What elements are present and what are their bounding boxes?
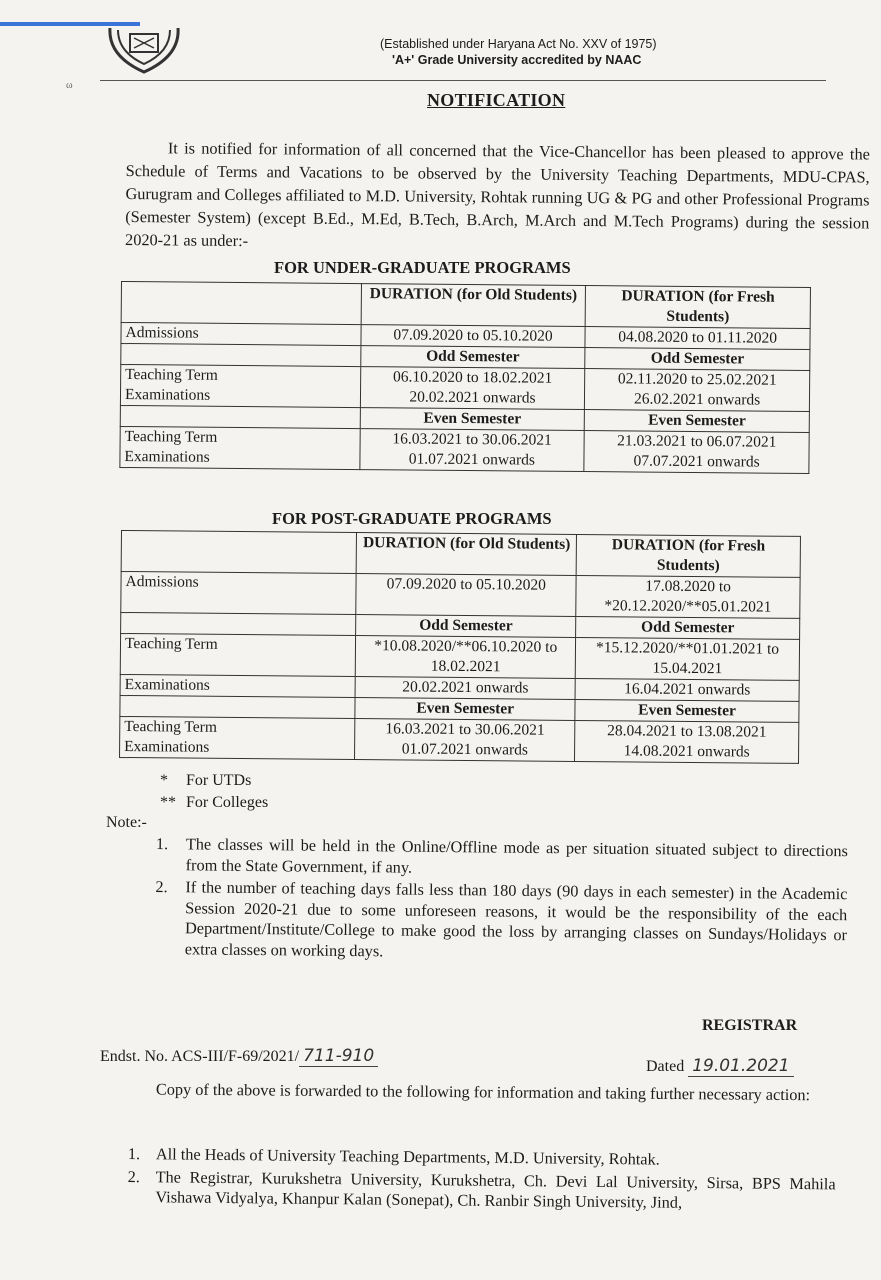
- endorsement-number: [100, 1046, 378, 1066]
- accreditation-line: 'A+' Grade University accredited by NAAC: [392, 53, 642, 67]
- cell-value: 20.02.2021 onwards: [409, 388, 536, 407]
- page-title: NOTIFICATION: [427, 90, 566, 110]
- table-cell: 04.08.2020 to 01.11.2020: [585, 327, 810, 350]
- table-cell: [360, 429, 585, 472]
- table-cell: 07.09.2020 to 05.10.2020: [361, 325, 586, 348]
- cell-value: 07.07.2021 onwards: [633, 452, 760, 471]
- odd-semester-label: Odd Semester: [356, 615, 576, 638]
- legend-symbol: **: [160, 794, 176, 811]
- examinations-label: Examinations: [124, 448, 210, 466]
- established-line: (Established under Haryana Act No. XXV of 1975): [380, 37, 657, 51]
- even-semester-label: Even Semester: [360, 408, 585, 431]
- even-semester-label: Even Semester: [355, 698, 575, 721]
- cell-value: 26.02.2021 onwards: [633, 390, 761, 409]
- table-cell: [584, 431, 809, 474]
- cell-value: 16.03.2021 to 30.06.2021: [385, 720, 545, 739]
- list-item: [127, 1166, 835, 1214]
- legend-item: [160, 770, 268, 792]
- table-row: [121, 572, 800, 619]
- examinations-label: Examinations: [124, 738, 210, 756]
- ug-schedule-table: [119, 281, 811, 474]
- table-cell: *15.12.2020/**01.01.2021 to 15.04.2021: [575, 637, 799, 680]
- item-number: 1.: [127, 1144, 141, 1164]
- row-label: [120, 426, 360, 469]
- col-fresh-header: DURATION (for Fresh Students): [585, 286, 810, 329]
- table-cell: [121, 344, 361, 367]
- legend-symbol: *: [160, 772, 168, 789]
- table-cell: [120, 695, 356, 718]
- table-cell: 20.02.2021 onwards: [355, 677, 575, 700]
- handwritten-date: 19.01.2021: [688, 1056, 793, 1077]
- table-cell: [121, 282, 361, 325]
- handwritten-number: 711-910: [299, 1046, 378, 1067]
- odd-semester-label: Odd Semester: [576, 616, 800, 639]
- teaching-term-label: Teaching Term: [120, 634, 356, 677]
- table-row: [120, 716, 799, 763]
- table-cell: [120, 405, 360, 428]
- table-row: [120, 426, 809, 473]
- item-number: 1.: [155, 834, 169, 854]
- item-text: All the Heads of University Teaching Departments, M.D. University, Rohtak.: [155, 1144, 660, 1169]
- dated-label: Dated: [646, 1058, 685, 1075]
- forward-list: [127, 1144, 836, 1217]
- table-cell: [355, 719, 575, 762]
- item-text: The Registrar, Kurukshetra University, Kurukshetra, Ch. Devi Lal University, Sirsa, BPS Mahila Vishawa Vidyalya, Khanpur Kalan (Sonepat), Ch. Ranbir Singh University, Jind,: [155, 1166, 836, 1212]
- table-cell: *10.08.2020/**06.10.2020 to 18.02.2021: [356, 636, 576, 679]
- even-semester-label: Even Semester: [575, 699, 799, 722]
- legend-text: For Colleges: [186, 794, 269, 811]
- cell-value: 06.10.2020 to 18.02.2021: [392, 368, 553, 387]
- cell-value: 01.07.2021 onwards: [401, 740, 529, 759]
- item-text: The classes will be held in the Online/Offline mode as per situation situated subject to directions from the State Government, if any.: [185, 834, 848, 877]
- table-row: [120, 365, 809, 412]
- endorsement-label: Endst. No. ACS-III/F-69/2021/: [100, 1048, 300, 1065]
- intro-paragraph: It is notified for information of all concerned that the Vice-Chancellor has been pleased to approve the Schedule of Terms and Vacations to be observed by the University Teaching Departments, MDU-CPAS, Gurugram and Colleges affiliated to M.D. University, Rohtak running UG & PG and other Professional Programs (Semester System) (except B.Ed., M.Ed, B.Tech, B.Arch, M.Arch and M.Tech Programs) during the session 2020-21 as under:-: [125, 138, 870, 251]
- cell-value: 28.04.2021 to 13.08.2021: [607, 722, 767, 741]
- table-cell: [360, 367, 585, 410]
- odd-semester-label: Odd Semester: [360, 346, 585, 369]
- col-fresh-header: DURATION (for Fresh Students): [576, 534, 800, 577]
- cell-value: 02.11.2020 to 25.02.2021: [617, 370, 777, 389]
- row-label: Admissions: [121, 572, 357, 615]
- examinations-label: Examinations: [120, 674, 356, 697]
- table-row: [120, 634, 799, 681]
- table-cell: [121, 613, 357, 636]
- teaching-term-label: Teaching Term: [124, 428, 218, 446]
- legend-item: [160, 792, 268, 814]
- cell-value: 14.08.2021 onwards: [623, 742, 750, 761]
- even-semester-label: Even Semester: [585, 410, 810, 433]
- pg-heading: FOR POST-GRADUATE PROGRAMS: [272, 509, 552, 528]
- row-label: Admissions: [121, 323, 361, 346]
- dated-line: [646, 1056, 794, 1076]
- footnote-legend: [160, 770, 268, 814]
- odd-semester-label: Odd Semester: [585, 348, 810, 371]
- header-divider: [100, 80, 826, 81]
- item-number: 2.: [155, 876, 168, 897]
- item-number: 2.: [127, 1166, 140, 1186]
- margin-mark: ω: [66, 80, 73, 91]
- table-cell: [585, 369, 810, 412]
- copy-paragraph: Copy of the above is forwarded to the following for information and taking further necessary action:: [155, 1079, 811, 1105]
- table-cell: 16.04.2021 onwards: [575, 678, 799, 701]
- signatory: REGISTRAR: [702, 1017, 798, 1034]
- cell-value: 16.03.2021 to 30.06.2021: [392, 430, 552, 449]
- table-cell: 17.08.2020 to *20.12.2020/**05.01.2021: [576, 575, 800, 618]
- cell-value: 01.07.2021 onwards: [408, 450, 536, 469]
- cell-value: 21.03.2021 to 06.07.2021: [617, 432, 777, 451]
- teaching-term-label: Teaching Term: [124, 718, 218, 736]
- legend-text: For UTDs: [186, 772, 252, 789]
- note-label: Note:-: [106, 814, 147, 831]
- list-item: [156, 834, 848, 882]
- table-cell: [121, 531, 357, 574]
- ug-heading: FOR UNDER-GRADUATE PROGRAMS: [274, 258, 571, 277]
- table-row: [121, 282, 810, 329]
- row-label: [120, 716, 356, 759]
- col-old-header: DURATION (for Old Students): [361, 284, 586, 327]
- col-old-header: DURATION (for Old Students): [357, 533, 577, 576]
- item-text: If the number of teaching days falls less than 180 days (90 days in each semester) in the Academic Session 2020-21 due to some unforeseen reasons, it would be the responsibility of the each Department/Institute/College to make good the loss by arranging classes on Sundays/Holidays or extra classes on working days.: [184, 877, 848, 960]
- notes-list: [155, 834, 848, 968]
- table-row: [121, 531, 800, 578]
- pg-schedule-table: [119, 530, 801, 764]
- list-item: [155, 877, 848, 966]
- examinations-label: Examinations: [124, 386, 211, 404]
- teaching-term-label: Teaching Term: [125, 366, 218, 384]
- table-cell: 07.09.2020 to 05.10.2020: [356, 574, 576, 617]
- table-cell: [575, 720, 799, 763]
- university-header: [380, 36, 657, 68]
- row-label: [120, 365, 360, 408]
- university-emblem-icon: [104, 26, 184, 74]
